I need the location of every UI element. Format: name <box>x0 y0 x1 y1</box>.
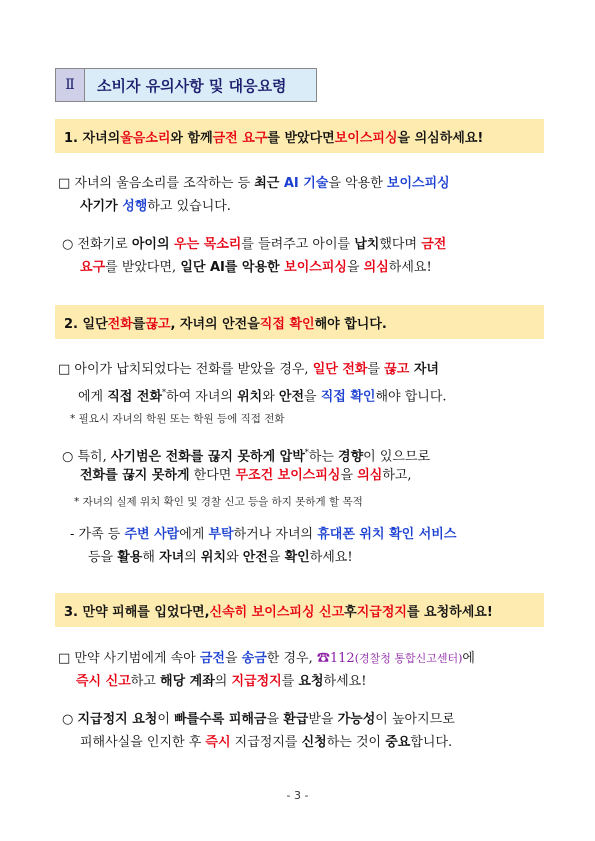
p6-text: 를 <box>281 674 299 689</box>
p3-text: 하여 자녀의 <box>166 389 238 405</box>
p5-text: 에게 <box>179 527 209 542</box>
h1-highlight: 울음소리 <box>120 130 171 146</box>
h3-text: 후 <box>344 604 357 620</box>
p2-text: 하세요! <box>388 260 432 275</box>
p5-text: 와 <box>226 550 243 565</box>
p7-bold: 중요 <box>385 735 411 750</box>
p3-red: 일단 전화 <box>312 362 368 377</box>
p1-blue: AI 기술 <box>283 176 329 191</box>
p6-text: 하고 <box>130 674 161 689</box>
p7-red: 즉시 <box>205 735 231 750</box>
p3-text: 와 <box>262 389 279 405</box>
p7-line-2 <box>80 734 452 752</box>
p2-text: ○ 전화기로 <box>62 237 132 252</box>
p3-bold: 안전 <box>278 389 305 405</box>
p3-blue: 직접 확인 <box>320 389 376 405</box>
p6-bold: 요청 <box>298 674 324 689</box>
p3-bold: 직접 전화 <box>107 389 163 405</box>
p4-bold: 전화를 끊지 못하게 <box>80 468 190 483</box>
p2-red: 요구 <box>80 260 106 275</box>
page-number: - 3 - <box>286 789 309 802</box>
h1-text: 1. 자녀의 <box>64 130 121 146</box>
p4-text: 을 <box>340 468 358 483</box>
p4-footnote-mark: * <box>304 448 309 457</box>
p7-line-1 <box>62 711 455 729</box>
phone-112: ☎112 <box>316 651 355 666</box>
p1-line-2 <box>80 198 231 216</box>
p2-line-2 <box>80 259 432 277</box>
p4-line-2 <box>80 467 412 485</box>
p4-line-1 <box>62 444 430 466</box>
p6-text: 에 <box>462 651 475 666</box>
p7-text: 이 높아지므로 <box>375 712 455 727</box>
p7-text: 를 <box>284 735 302 750</box>
p4-text: 이 있으므로 <box>363 449 431 465</box>
h3-highlight: 지급정지 <box>356 604 407 620</box>
p3-line-1 <box>58 361 439 379</box>
p6-text: 을 <box>224 651 242 666</box>
p6-line-2 <box>76 673 366 691</box>
p2-red: 우는 목소리 <box>174 237 242 252</box>
p2-text: 을 <box>346 260 364 275</box>
h3-highlight: 신속히 보이스피싱 신고 <box>209 604 345 620</box>
p5-line-2 <box>88 549 353 567</box>
h3-text: 를 요청하세요! <box>406 604 493 620</box>
h2-text: 를 <box>132 316 146 332</box>
p7-text: 지급정지 <box>230 735 285 750</box>
p5-blue: 휴대폰 위치 확인 서비스 <box>317 527 457 542</box>
p1-text: □ 자녀의 울음소리를 조작하는 등 <box>58 176 255 191</box>
p7-text: 이 <box>157 712 175 727</box>
h1-text: 을 의심하세요! <box>397 130 484 146</box>
p5-text: 을 <box>267 550 285 565</box>
p7-text: 피해사실을 인지한 후 <box>80 735 206 750</box>
p3-footnote-mark: * <box>162 388 167 397</box>
p3-text: 해야 합니다. <box>375 389 447 405</box>
p6-text: 의 <box>214 674 232 689</box>
p7-bold: 신청 <box>301 735 327 750</box>
p6-red: 지급정지 <box>231 674 282 689</box>
p7-bold: 지급정지 요청 <box>77 712 158 727</box>
h2-text: 2. 일단 <box>64 316 108 332</box>
p5-bold: 확인 <box>284 550 310 565</box>
p5-bold: 위치 <box>200 550 227 565</box>
h2-highlight: 끊고 <box>145 316 171 332</box>
p3-text: 에게 <box>78 389 108 405</box>
p6-text: 한 경우, <box>266 651 317 666</box>
p5-text: 의 <box>184 550 201 565</box>
section-title: 소비자 유의사항 및 대응요령 <box>85 69 316 101</box>
p4-bold: 사기범은 전화를 끊지 못하게 압박 <box>110 449 305 465</box>
section-header <box>55 68 317 102</box>
p6-bold: 해당 계좌 <box>160 674 215 689</box>
p4-note: * 자녀의 실제 위치 확인 및 경찰 신고 등을 하지 못하게 할 목적 <box>74 496 363 508</box>
p4-text: 하는 <box>308 449 339 465</box>
p2-text: 를 들려주고 아이를 <box>241 237 355 252</box>
p3-bold: 자녀 <box>409 362 439 377</box>
p6-text: 하세요! <box>323 674 367 689</box>
p2-text: 했다며 <box>379 237 422 252</box>
h2-text: 해야 합니다. <box>314 316 387 332</box>
p5-blue: 주변 사람 <box>124 527 180 542</box>
p6-purple-small: (경찰청 통합신고센터) <box>354 652 463 665</box>
p5-line-1 <box>70 526 456 544</box>
h1-text: 와 함께 <box>170 130 213 146</box>
p7-bold: 환급 <box>283 712 309 727</box>
p3-bold: 위치 <box>237 389 263 405</box>
p3-text: □ 아이가 납치되었다는 전화를 받았을 경우, <box>58 362 313 377</box>
p3-red: 끊고 <box>384 362 410 377</box>
h3-text: 3. 만약 피해를 입었다면, <box>64 604 210 620</box>
p2-bold: 아이의 <box>131 237 175 252</box>
p2-red: 보이스피싱 <box>284 260 347 275</box>
p4-bold: 경향 <box>338 449 364 465</box>
p4-text: 하고, <box>382 468 412 483</box>
p4-red: 무조건 보이스피싱 <box>235 468 341 483</box>
p6-text: □ 만약 사기범에게 속아 <box>58 651 200 666</box>
p5-text: 하거나 자녀의 <box>233 527 318 542</box>
p7-bold: 가능성 <box>337 712 376 727</box>
p6-red: 즉시 신고 <box>76 674 131 689</box>
section-number: Ⅱ <box>56 69 85 101</box>
p6-line-1 <box>58 650 475 668</box>
p1-text: 을 악용한 <box>328 176 387 191</box>
p2-line-1 <box>62 236 446 254</box>
p1-bold: 사기가 <box>80 199 123 214</box>
p2-bold: 일단 AI를 악용한 <box>180 260 285 275</box>
p7-text: 을 <box>266 712 284 727</box>
p7-text: 받을 <box>308 712 338 727</box>
p7-text: 하는 것이 <box>326 735 386 750</box>
p2-bold: 납치 <box>354 237 380 252</box>
p2-red: 의심 <box>363 260 389 275</box>
p6-blue: 송금 <box>241 651 267 666</box>
p5-bold: 안전 <box>242 550 268 565</box>
h1-highlight: 보이스피싱 <box>334 130 398 146</box>
p7-text: 합니다. <box>410 735 453 750</box>
p6-blue: 금전 <box>199 651 225 666</box>
p3-line-2 <box>78 384 447 406</box>
h2-text: , 자녀의 안전을 <box>170 316 260 332</box>
p5-blue: 부탁 <box>208 527 234 542</box>
p3-note: * 필요시 자녀의 학원 또는 학원 등에 직접 전화 <box>70 413 285 425</box>
p1-bold: 최근 <box>254 176 284 191</box>
headline-1 <box>55 119 544 153</box>
h1-text: 를 받았다면 <box>267 130 335 146</box>
p1-text: 하고 있습니다. <box>147 199 231 214</box>
p5-text: 하세요! <box>309 550 353 565</box>
p4-text: ○ 특히, <box>62 449 111 465</box>
p4-text: 한다면 <box>189 468 236 483</box>
p1-blue: 보이스피싱 <box>386 176 450 191</box>
p3-text: 을 <box>304 389 321 405</box>
h1-highlight: 금전 요구 <box>212 130 268 146</box>
headline-2 <box>55 305 544 339</box>
p5-text: - 가족 등 <box>70 527 125 542</box>
p7-text: ○ <box>62 712 78 727</box>
p2-red: 금전 <box>421 237 447 252</box>
h2-highlight: 직접 확인 <box>259 316 315 332</box>
p5-text: 등을 <box>88 550 118 565</box>
p5-text: 해 <box>142 550 160 565</box>
p1-line-1 <box>58 175 450 193</box>
p7-bold: 빠를수록 피해금 <box>174 712 267 727</box>
p4-red: 의심 <box>357 468 383 483</box>
p3-text: 를 <box>367 362 385 377</box>
p5-bold: 자녀 <box>159 550 185 565</box>
p1-blue: 성행 <box>122 199 148 214</box>
p5-bold: 활용 <box>117 550 143 565</box>
p2-text: 를 받았다면, <box>105 260 181 275</box>
headline-3 <box>55 593 544 627</box>
h2-highlight: 전화 <box>107 316 133 332</box>
